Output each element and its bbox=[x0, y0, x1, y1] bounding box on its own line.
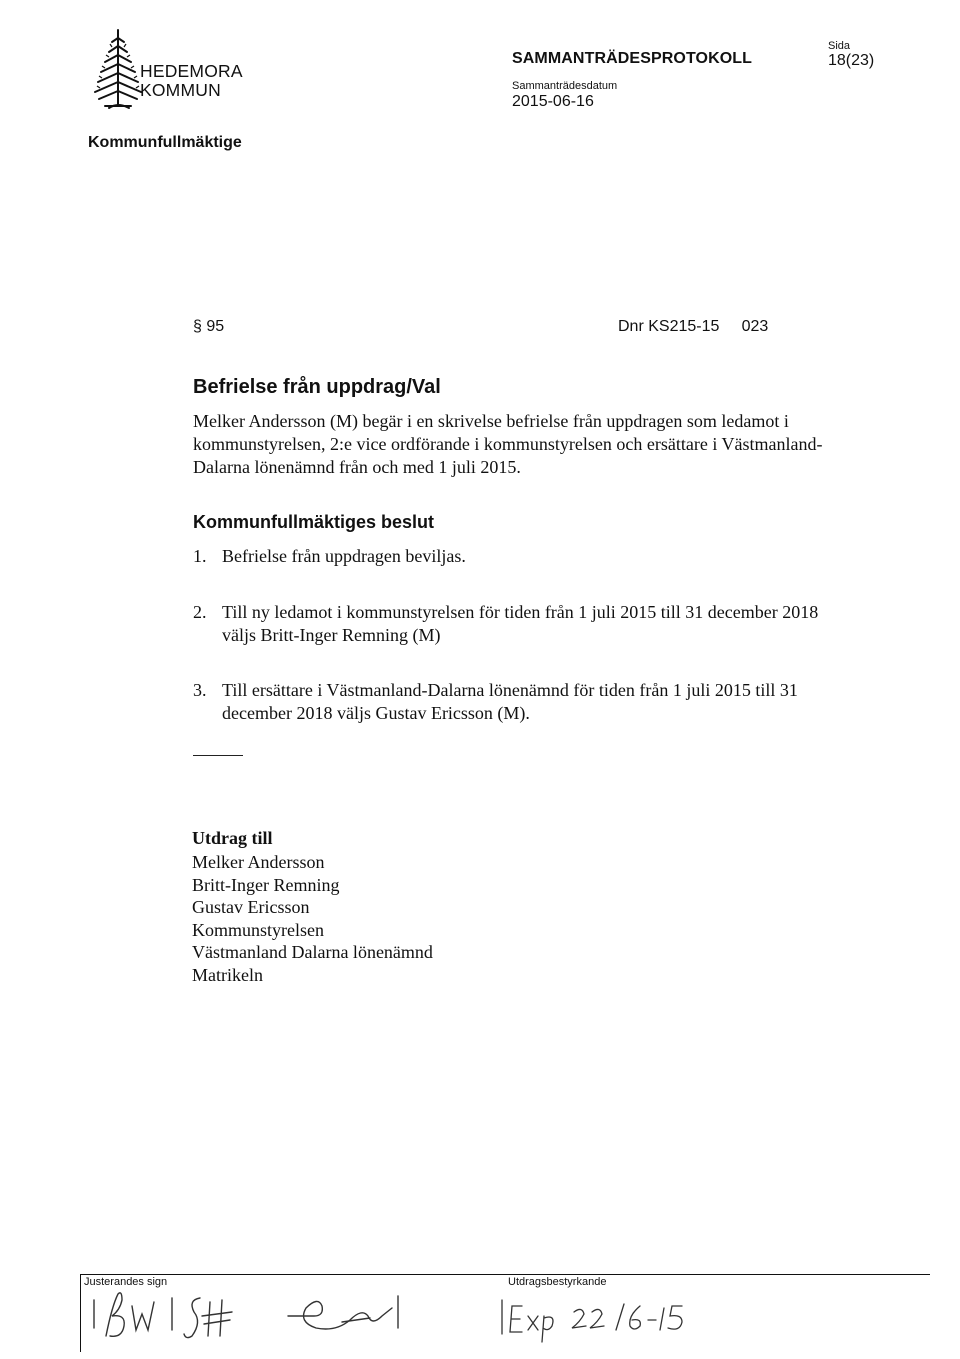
logo-text-line2: KOMMUN bbox=[140, 80, 221, 100]
logo-text bbox=[140, 62, 243, 100]
signature-box-label: Justerandes sign bbox=[84, 1276, 168, 1288]
decision-number: 3. bbox=[193, 680, 207, 700]
distribution-heading: Utdrag till bbox=[192, 828, 273, 848]
decision-heading: Kommunfullmäktiges beslut bbox=[193, 512, 435, 532]
distribution-item: Britt-Inger Remning bbox=[192, 874, 340, 895]
distribution-item: Västmanland Dalarna lönenämnd bbox=[192, 942, 433, 963]
distribution-item: Gustav Ericsson bbox=[192, 897, 310, 918]
handwritten-signatures bbox=[92, 1286, 412, 1346]
decision-line: väljs Britt-Inger Remning (M) bbox=[222, 625, 441, 645]
decision-line: december 2018 väljs Gustav Ericsson (M). bbox=[222, 703, 530, 723]
section-body bbox=[193, 410, 893, 479]
paragraph-number: § 95 bbox=[193, 318, 225, 335]
page-number: 18(23) bbox=[828, 52, 875, 69]
section-divider bbox=[193, 755, 243, 756]
distribution-list bbox=[192, 851, 433, 987]
decision-line: Till ny ledamot i kommunstyrelsen för tiden från 1 juli 2015 till 31 december 2018 bbox=[222, 602, 819, 622]
document-type: SAMMANTRÄDESPROTOKOLL bbox=[512, 50, 753, 67]
organ-name: Kommunfullmäktige bbox=[88, 134, 242, 151]
decision-line: Till ersättare i Västmanland-Dalarna lönenämnd för tiden från 1 juli 2015 till 31 bbox=[222, 680, 798, 700]
distribution-item: Melker Andersson bbox=[192, 852, 325, 872]
meeting-date-label: Sammanträdesdatum bbox=[512, 80, 618, 92]
decision-number: 1. bbox=[193, 546, 207, 566]
logo-text-line1: HEDEMORA bbox=[140, 61, 243, 81]
distribution-item: Matrikeln bbox=[192, 964, 263, 985]
distribution-item: Kommunstyrelsen bbox=[192, 919, 324, 940]
page-label: Sida bbox=[828, 40, 851, 52]
body-line: kommunstyrelsen, 2:e vice ordförande i kommunstyrelsen och ersättare i Västmanland- bbox=[193, 434, 823, 454]
meeting-date: 2015-06-16 bbox=[512, 93, 594, 110]
diary-number: Dnr KS215-15 023 bbox=[618, 318, 769, 335]
certification-label: Utdragsbestyrkande bbox=[508, 1276, 607, 1288]
decision-number: 2. bbox=[193, 602, 207, 622]
section-title: Befrielse från uppdrag/Val bbox=[193, 376, 441, 398]
decision-line: Befrielse från uppdragen beviljas. bbox=[222, 546, 466, 566]
handwritten-exp-stamp bbox=[500, 1286, 700, 1346]
body-line: Melker Andersson (M) begär i en skrivelse befrielse från uppdragen som ledamot i bbox=[193, 411, 789, 431]
decision-item bbox=[193, 601, 893, 649]
decision-item bbox=[193, 545, 893, 569]
decision-item bbox=[193, 679, 893, 727]
body-line: Dalarna lönenämnd från och med 1 juli 2015. bbox=[193, 457, 521, 477]
